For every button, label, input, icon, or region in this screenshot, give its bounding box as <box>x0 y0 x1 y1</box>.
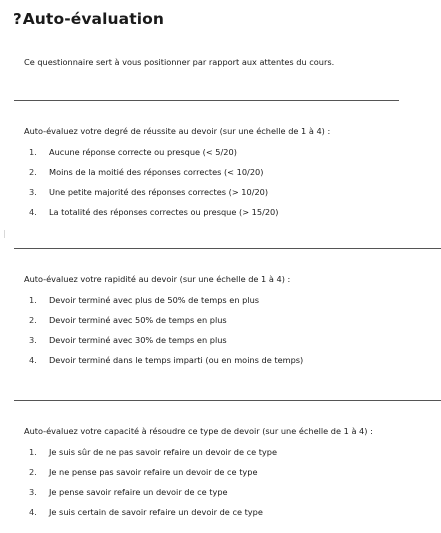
option-number: 3. <box>29 187 37 197</box>
question-3-option-1[interactable] <box>0 447 441 459</box>
option-number: 1. <box>29 147 37 157</box>
question-1-option-3[interactable] <box>0 187 441 199</box>
text-cursor <box>4 230 5 238</box>
question-3-option-3[interactable] <box>0 487 441 499</box>
option-number: 2. <box>29 467 37 477</box>
divider <box>14 100 399 101</box>
divider <box>14 248 441 249</box>
option-text: Je suis sûr de ne pas savoir refaire un devoir de ce type <box>49 447 278 457</box>
option-text: Devoir terminé avec plus de 50% de temps en plus <box>49 295 260 305</box>
intro-text: Ce questionnaire sert à vous positionner par rapport aux attentes du cours. <box>24 57 335 67</box>
option-number: 4. <box>29 207 37 217</box>
option-number: 3. <box>29 335 37 345</box>
option-text: Devoir terminé dans le temps imparti (ou en moins de temps) <box>49 355 304 365</box>
option-number: 4. <box>29 355 37 365</box>
page-title: Auto-évaluation <box>22 10 165 28</box>
option-text: Une petite majorité des réponses correctes (> 10/20) <box>49 187 269 197</box>
question-2-option-1[interactable] <box>0 295 441 307</box>
option-text: Devoir terminé avec 50% de temps en plus <box>49 315 227 325</box>
question-3-option-2[interactable] <box>0 467 441 479</box>
question-mark-icon: ? <box>13 10 22 28</box>
option-number: 2. <box>29 315 37 325</box>
option-number: 1. <box>29 447 37 457</box>
question-3-option-4[interactable] <box>0 507 441 519</box>
option-number: 3. <box>29 487 37 497</box>
option-text: Devoir terminé avec 30% de temps en plus <box>49 335 227 345</box>
option-text: La totalité des réponses correctes ou presque (> 15/20) <box>49 207 279 217</box>
question-1-label: Auto-évaluez votre degré de réussite au devoir (sur une échelle de 1 à 4) : <box>24 126 331 136</box>
question-2-option-3[interactable] <box>0 335 441 347</box>
option-text: Je suis certain de savoir refaire un devoir de ce type <box>49 507 263 517</box>
option-text: Moins de la moitié des réponses correctes (< 10/20) <box>49 167 264 177</box>
option-number: 1. <box>29 295 37 305</box>
question-2-option-2[interactable] <box>0 315 441 327</box>
option-text: Aucune réponse correcte ou presque (< 5/20) <box>49 147 237 157</box>
question-2-label: Auto-évaluez votre rapidité au devoir (sur une échelle de 1 à 4) : <box>24 274 291 284</box>
option-number: 2. <box>29 167 37 177</box>
option-text: Je pense savoir refaire un devoir de ce type <box>49 487 228 497</box>
question-2-option-4[interactable] <box>0 355 441 367</box>
question-1-option-4[interactable] <box>0 207 441 219</box>
divider <box>14 400 441 401</box>
page-title-row <box>13 10 164 28</box>
option-number: 4. <box>29 507 37 517</box>
question-1-option-2[interactable] <box>0 167 441 179</box>
question-1-option-1[interactable] <box>0 147 441 159</box>
option-text: Je ne pense pas savoir refaire un devoir de ce type <box>49 467 258 477</box>
question-3-label: Auto-évaluez votre capacité à résoudre ce type de devoir (sur une échelle de 1 à 4) : <box>24 426 373 436</box>
